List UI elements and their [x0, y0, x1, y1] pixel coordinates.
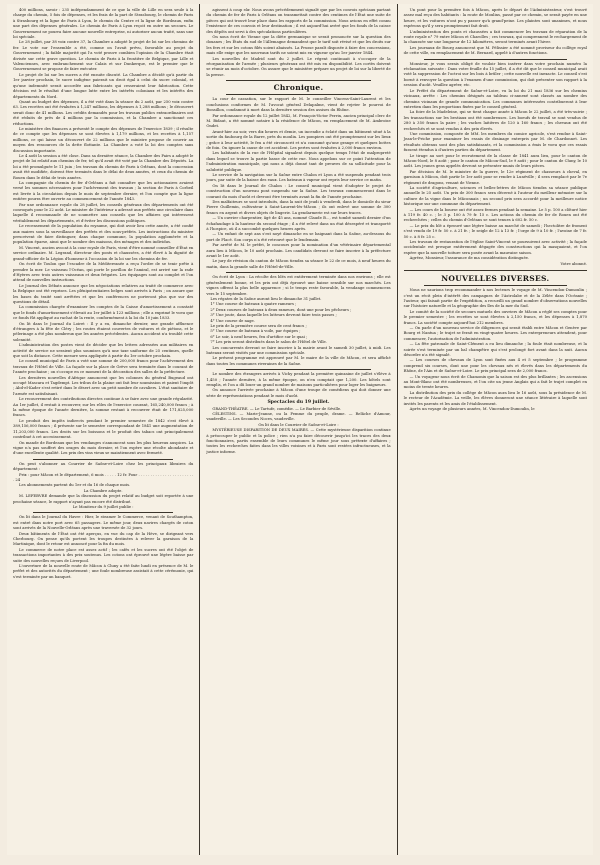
article-paragraph: — Le prix du blé a éprouvé une légère baisse au marché de samedi ; l'hectolitre de froment s'est vendu de 19 fr. 50 c. à 21 fr. ; le seigle de 12 à 13 fr. ; l'orge de 9 à 10 fr. ; l'avoine de 7 fr. 50 c. à 8 fr. 25 c.	[403, 223, 587, 239]
article-paragraph: agissent à coup sûr. Nous avons précédemment signalé que par les convois spéciaux partant du chemin de fer de Paris à Orléans on transmettait contre des centimes de l'État une suite de pièces qui ont trouvé leur place dans les rapports de la commission. Nous avions en effet connu l'existence de ces convois et leur destination ; il est aujourd'hui avéré que les fonds de la caisse des dépôts ont servi à des spéculations particulières.	[206, 8, 391, 34]
article-paragraph: 400 millions, savoir : 235 indépendamment de ce que la ville de Lille en sera seule à la charge du chemin, 5 fois de dépenses, et les frais de la part de Strasbourg, le chemin de Paris à Strasbourg et la ligne de Paris à Lyon, le chemin du Centre et la ligne de Bordeaux, enfin une part des dépenses générales. Le chemin de Paris à Lyon reçoit en outre un secours. Le Gouvernement ne pourra faire aucune nouvelle entreprise, ni autoriser aucun traité, sans une loi spéciale.	[13, 8, 194, 40]
separator-rule	[226, 80, 370, 81]
article-paragraph: On écrit de Toulon que l'escadre de la Méditerranée a reçu l'ordre de se tenir prête à prendre la mer. Le vaisseau l'Océan, qui porte le pavillon de l'amiral, est arrivé sur la rade d'Hyères avec trois autres vaisseaux et deux frégates. Les équipages sont au complet et l'on attend de nouvelles instructions.	[13, 262, 194, 283]
article-paragraph: Les dernières nouvelles d'Afrique annoncent que les colonnes du général Bugeaud ont occupé Mascara et Tagdempt. Les tribus de la plaine ont fait leur soumission et paient l'impôt ; Abd-el-Kader s'est retiré dans le désert avec un petit nombre de cavaliers. L'état sanitaire de l'armée est satisfaisant.	[13, 375, 194, 396]
article-paragraph: L'administration des ponts et chaussées a fait commencer les travaux de réparation de la route royale n° 79 entre Mâcon et Charolles ; ces travaux, qui comprennent le rechargement de la chaussée sur une longueur de 12 kilomètres, seront terminés avant l'hiver.	[403, 29, 587, 45]
article-paragraph: Une commission, composée de MM. les membres du comice agricole, s'est rendue à Saint-Jean-le-Priche pour examiner les essais de drainage entrepris par M. de Chardonnet. Les résultats obtenus sont des plus satisfaisants, et la commission a émis le voeu que ces essais fussent étendus à d'autres parties du département.	[403, 131, 587, 153]
article-paragraph: Le Journal des Débats annonce que les négociations relatives au traité de commerce avec la Belgique ont été reprises. Les plénipotentiaires belges sont arrivés à Paris ; on assure que les bases du traité sont arrêtées et que les conférences ne porteront plus que sur des questions de détail.	[13, 283, 194, 304]
article-paragraph: La foire de la Madeleine, qui se tient chaque année à Mâcon le 22 juillet, a été très-suivie ; les transactions sur les bestiaux ont été nombreuses. Les boeufs de travail se sont vendus de 280 à 350 francs la paire ; les vaches laitières de 120 à 160 francs ; les chevaux ont été recherchés et se sont vendus à des prix élevés.	[403, 110, 587, 131]
article-paragraph: On lit dans le Journal du Loiret : Il y a eu, dimanche dernier, une grande affluence d'étrangers à la fête de Cléry ; les routes étaient couvertes de voitures et de piétons, et le pèlerinage a été plus nombreux que les années précédentes. Aucun accident n'a troublé cette solennité.	[13, 321, 194, 342]
article-paragraph: L'ouverture de la nouvelle route de Mâcon à Cluny a été faite lundi en présence de M. le préfet et des autorités du département ; une foule nombreuse assistait à cette cérémonie, qui s'est terminée par un banquet.	[13, 564, 194, 579]
article-paragraph: MYSTÉRIEUSE DISPARITION DE DEUX MAIRES. — Cette mystérieuse disparition continue à préoccuper le public et la police ; rien n'a pu faire découvrir jusqu'ici les traces des deux fonctionnaires, partis ensemble de leurs communes le même jour sous prétexte d'affaires ; toutes les recherches faites dans les villes voisines et à Paris sont restées infructueuses, et la justice informe.	[206, 428, 391, 454]
spectacles-listing	[206, 400, 390, 423]
article-paragraph: On lit dans le Journal du Havre : Hier, le steamer le Commerce, venant de Southampton, est entré dans notre port avec 65 passagers. Le même jour, deux navires chargés de coton sont arrivés de la Nouvelle-Orléans après une traversée de 32 jours.	[13, 515, 194, 531]
article-paragraph: Les travaux de restauration de l'église Saint-Vincent se poursuivent avec activité ; la façade occidentale est presque entièrement dégagée des constructions qui la masquaient, et l'on espère que la nouvelle toiture sera posée avant la mauvaise saison.	[403, 240, 587, 255]
list-item: 3° Une joute, dans laquelle les lutteurs devront faire trois passes ;	[210, 313, 337, 318]
list-item: 7° Les prix seront distribués dans le salon de l'Hôtel de Ville.	[210, 340, 327, 345]
article-paragraph: — Un ouvrier charpentier, âgé de 45 ans, nommé Claude B..., est tombé samedi dernier d'un échafaudage à la hauteur du second étage ; il a été relevé dans un état désespéré et transporté à l'hospice, où il a succombé quelques heures après.	[206, 216, 391, 232]
article-paragraph: — Les courses de chevaux de Lyon sont fixées aux 4 et 5 septembre ; le programme comprend six courses, dont une pour les chevaux nés et élevés dans les départements du Rhône, de l'Ain et de Saône-et-Loire. Le prix principal sera de 2,000 francs.	[403, 358, 587, 374]
list-item: 4° Une course de nage.	[210, 318, 255, 323]
article-paragraph: Le service de la navigation sur la Saône entre Chalon et Lyon a été suspendu pendant trois jours, par suite de la baisse des eaux. Les bateaux à vapeur ont repris leur service ce matin.	[206, 172, 391, 183]
article-paragraph: Par une ordonnance royale du 28 juillet, les conseils généraux des départements ont été convoqués pour le 22 août. Le ministre de l'intérieur a adressé aux préfets une circulaire dans laquelle il recommande de ne soumettre aux conseils que les affaires qui intéressent véritablement les départements, et d'éviter les discussions politiques.	[13, 202, 194, 223]
list-item: 1° Une course de bateaux à quatre rameurs ;	[210, 302, 297, 307]
centered-line: La Chambre adopte.	[83, 488, 123, 493]
article-paragraph: Le commerce de notre place est assez actif ; les cafés et les sucres ont été l'objet de transactions importantes à des prix soutenus. Les cotons ont éprouvé une légère baisse par suite des nouvelles reçues de Liverpool.	[13, 547, 194, 563]
article-paragraph: Le projet de loi sur les sucres a été ensuite discuté. La Chambre a décidé qu'à partir du 1er janvier prochain, le sucre indigène paierait un droit égal à celui du sucre colonial, et qu'une indemnité serait accordée aux fabricants qui cesseraient leur fabrication. Cette décision est le résultat d'une longue lutte entre les intérêts coloniaux et les intérêts des départements du Nord.	[13, 72, 194, 99]
double-separator-rule	[404, 270, 587, 271]
article-paragraph: On écrit de Lyon : La récolte des blés est entièrement terminée dans nos environs ; elle est généralement bonne, et les prix ont déjà éprouvé une baisse sensible sur nos marchés. Les vignes offrent la plus belle apparence ; si le temps reste favorable, la vendange commencera vers le 15 septembre.	[206, 275, 391, 296]
article-paragraph: Le produit des impôts indirects pendant le premier semestre de 1842 s'est élevé à 389,156,000 francs ; il présente sur le semestre correspondant de 1841 une augmentation de 11,203,000 francs. Les droits sur les boissons et le produit des tabacs ont principalement contribué à cet accroissement.	[13, 418, 194, 440]
separator-rule	[424, 285, 567, 286]
article-paragraph: La commission chargée d'examiner les comptes de la Caisse d'amortissement a constaté que le fonds d'amortissement s'élevait au 1er juillet à 123 millions ; elle a exprimé le voeu que ce fonds fût appliqué au rachat de la rente, conformément à la loi du 10 juin 1833.	[13, 305, 194, 321]
article-paragraph: La distribution des prix du collège de Mâcon aura lieu le 16 août, sous la présidence de M. le recteur de l'Académie. La veille, les élèves donneront une séance littéraire à laquelle sont invités les parents et les amis de l'établissement.	[403, 390, 587, 406]
article-paragraph: — Un enfant de sept ans s'est noyé dimanche en se baignant dans la Saône, au-dessous du port de Flacé. Son corps n'a été retrouvé que le lendemain.	[206, 232, 391, 242]
centered-line: Le Moniteur du 9 juillet publie :	[72, 504, 134, 509]
article-paragraph: Les nouvelles de Madrid sont du 2 juillet. Le régent continuait à s'occuper de la réorganisation de l'armée ; plusieurs généraux ont été mis en disponibilité. Les cortès doivent se réunir au mois d'octobre. On assure que le ministère prépare un projet de loi sur la liberté de la presse.	[206, 56, 391, 77]
article-paragraph: Par ordonnance royale du 12 juillet 1842, M. François-Victor Perrin, ancien principal clerc de M. Bidaut, a été nommé notaire à la résidence de Mâcon, en remplacement de M. Ambroise Ondet.	[206, 113, 391, 129]
article-paragraph: Prix : pour Mâcon et le département, 6 mois . . . . . 12 fr. Pour . . . . . . . . . . . . . . . . . . . . . . . . 24	[13, 472, 194, 482]
separator-rule	[226, 94, 370, 95]
column-2	[200, 4, 396, 855]
list-item: 5° Une course de bateaux à voile, par équipes ;	[210, 329, 301, 334]
article-paragraph: M. LEFEBVRE demande que la discussion du projet relatif au budget soit reportée à une prochaine séance, le rapport n'ayant pas encore été distribué.	[13, 494, 194, 504]
article-paragraph: Les habitants de la rue de l'Hôpital signalent depuis quelque temps l'état de malpropreté dans lequel se trouve la partie basse de cette rue. Nous appelons sur ce point l'attention de l'administration municipale, qui nous a déjà donné tant de preuves de sa sollicitude pour la salubrité publique.	[206, 151, 391, 172]
article-paragraph: Les concurrents devront se faire inscrire à la mairie avant le samedi 30 juillet, à midi. Les bateaux seront visités par une commission spéciale.	[206, 345, 391, 355]
spectacle-entry: GRAND-THÉATRE. — Le Tartufe, comédie. — Le Barbier de Séville.	[212, 406, 342, 411]
list-item: 2° Deux courses de bateaux à deux rameurs, dont une pour les pêcheurs ;	[210, 307, 352, 312]
article-paragraph: Les abonnements partent du 1er et du 16 de chaque mois.	[19, 483, 131, 488]
article-paragraph: La cour de cassation, sur le rapport de M. le conseiller Vincens-Saint-Laurent et les conclusions conformes de M. l'avocat général Delapalme, vient de rejeter le pourvoi de Bonsillon, condamné à mort dans la dernière session des assises du Rhône.	[206, 97, 391, 113]
column-3	[398, 4, 593, 855]
article-paragraph: Deux bâtiments de l'État ont été aperçus, en vue du cap de la Hève, se dirigeant vers Cherbourg. On pense qu'ils portent les troupes destinées à relever la garnison de la Martinique, dont le retour est annoncé pour la fin du mois.	[13, 531, 194, 547]
article-paragraph: La compagnie du chemin de fer d'Orléans a fait connaître que les actionnaires avaient versé les sommes nécessaires pour l'achèvement des travaux ; la section de Paris à Corbeil est livrée à la circulation depuis le mois de septembre dernier, et l'on compte que la ligne entière pourra être ouverte au commencement de l'année 1843.	[13, 181, 194, 202]
article-paragraph: Le présent programme est approuvé par M. le maire de la ville de Mâcon, et sera affiché dans toutes les communes riveraines de la Saône.	[206, 356, 391, 366]
article-paragraph: Le jury de révision du canton de Mâcon tiendra sa séance le 22 de ce mois, à neuf heures du matin, dans la grande salle de l'Hôtel-de-Ville.	[206, 259, 391, 269]
list-item: Le prix de la première course sera de cent francs ;	[210, 323, 307, 328]
article-paragraph: M. Vincent, ancien avocat à la cour royale de Paris, vient d'être nommé conseiller d'État en service ordinaire. M. Legrand, directeur des ponts et chaussées, a été élevé à la dignité de grand-officier de la Légion d'honneur à l'occasion de la loi sur les chemins de fer.	[13, 245, 194, 261]
separator-rule	[226, 272, 370, 273]
article-paragraph: Le 28 juillet, par 38 voix contre 37, la Chambre a adopté le projet de loi sur les chemins de fer. Le vote sur l'ensemble a été, comme on l'avait prévu, favorable au projet du Gouvernement ; la faible majorité qui l'a voté prouve combien l'opinion de la Chambre était divisée sur cette grave question. Le chemin de Paris à la frontière de Belgique, par Lille et Valenciennes, avec embranchement sur Calais et sur Dunkerque, est le premier que le Gouvernement se propose de faire exécuter.	[13, 40, 194, 72]
program-list	[206, 297, 390, 346]
article-paragraph: — Les cours de la bourse ont été assez fermes pendant la semaine. Le 5 p. 100 a clôturé hier à 119 fr. 40 c. ; le 3 p. 100 à 79 fr. 15 c. Les actions du chemin de fer de Rouen ont été recherchées ; celles du chemin d'Orléans se sont tenues à 602 fr. 50 c.	[403, 207, 587, 223]
article-paragraph: Le conseil municipal de Paris a voté une somme de 200,000 francs pour l'achèvement des travaux de l'Hôtel de Ville. La façade sur la place de Grève sera terminée dans le courant de l'année prochaine ; on s'occupe en ce moment de la décoration des salles de la préfecture.	[13, 359, 194, 375]
centered-line: On lit dans le Courrier de Saône-et-Loire :	[258, 422, 339, 427]
article-paragraph: Après un voyage de plusieurs années, M. Vincendon-Dumoulin, le	[409, 407, 535, 412]
article-paragraph: On lit dans le Journal de Chalon : Le conseil municipal vient d'adopter le projet de construction d'un nouveau pont suspendu sur la Saône. Les travaux commenceront dans le courant du mois d'août et devront être terminés avant la fin de l'année prochaine.	[206, 183, 391, 199]
article-paragraph: Le recensement de la population du royaume, qui doit avoir lieu cette année, a été confié aux maires sous la surveillance des préfets et des sous-préfets. Les instructions du ministre prescrivent de faire distinguer, dans chaque commune, la population agglomérée et la population éparse, ainsi que le nombre des maisons, des ménages et des individus.	[13, 224, 194, 245]
list-item: 6° Le soir, à neuf heures, feu d'artifice sur le quai ;	[210, 334, 308, 339]
newspaper-page	[7, 4, 593, 855]
list-item: Les régates de la Saône auront lieu le dimanche 31 juillet.	[210, 296, 322, 301]
article-paragraph: On mande de Bordeaux que les vendanges s'annoncent sous les plus heureux auspices. La vigne n'a pas souffert des orages du mois dernier, et l'on espère une récolte abondante et d'une excellente qualité. Les prix des vins vieux se maintiennent avec fermeté.	[13, 440, 194, 456]
spectacles-heading: Spectacles du 19 juillet.	[267, 400, 330, 406]
signature-line: Votre abonné.	[560, 261, 587, 266]
separator-rule	[33, 512, 173, 513]
section-heading: NOUVELLES DIVERSES.	[441, 274, 550, 284]
article-paragraph: Le comité de la société de secours mutuels des ouvriers de Mâcon a réglé ses comptes pour le premier semestre ; les recettes se sont élevées à 2,150 francs, et les dépenses à 1,870 francs. La société compte aujourd'hui 212 membres.	[403, 309, 587, 325]
separator-rule	[424, 59, 567, 60]
article-paragraph: Le ministère des finances a présenté le compte des dépenses de l'exercice 1839 ; il résulte de ce compte que les dépenses se sont élevées à 1,179 millions, et les recettes à 1,157 millions, ce qui laisse un découvert de 22 millions que le ministre propose de couvrir au moyen des ressources de la dette flottante. La Chambre a voté la loi des comptes sans discussion importante.	[13, 126, 194, 153]
article-paragraph: Agréez, Monsieur, l'assurance de ma considération distinguée.	[409, 256, 530, 261]
column-1	[7, 4, 199, 855]
article-paragraph: Avant-hier au soir, vers dix heures et demie, un incendie a éclaté dans un bâtiment situé à la sortie du faubourg de la Barre, près du moulin. Les pompiers ont été promptement sur les lieux ; grâce à leur activité, le feu a été circonscrit et n'a consumé qu'une grange et quelques bottes de foin. On ignore la cause de cet accident. Les pertes sont évaluées à 2,000 francs environ.	[206, 129, 391, 150]
separator-rule	[33, 459, 173, 460]
article-paragraph: Nous ne saurions trop recommander à nos lecteurs le voyage de M. Vincendon-Dumoulin ; c'est un récit plein d'intérêt des campagnes de l'Astrolabe et de la Zélée dans l'Océanie ; l'auteur, qui faisait partie de l'expédition, a recueilli un grand nombre d'observations nouvelles sur l'histoire naturelle et la géographie des îles de la mer du Sud.	[403, 288, 587, 309]
spectacle-entry: CÉLESTINS. — Marie-Jeanne, ou la Femme du peuple, drame. — Relâche d'Amour, vaudeville. — Les Secondes Noces, vaudeville.	[206, 412, 391, 422]
article-paragraph: Des malfaiteurs se sont introduits, dans la nuit de jeudi à vendredi, dans le domicile du sieur Pierre Guillemin, cultivateur à Saint-Laurent-lès-Mâcon ; ils ont enlevé une somme de 300 francs en argent et divers objets de lingerie. La gendarmerie est sur leurs traces.	[206, 200, 391, 215]
article-paragraph: Le Préfet du département de Saône-et-Loire, vu la loi du 21 mai 1836 sur les chemins vicinaux, arrête : Les chemins désignés au tableau ci-annexé sont classés au nombre des chemins vicinaux de grande communication. Les communes intéressées contribueront à leur entretien dans les proportions fixées par le conseil général.	[403, 88, 587, 109]
article-paragraph: La société d'agriculture, sciences et belles-lettres de Mâcon tiendra sa séance publique annuelle le 25 août. Un prix de 300 francs sera décerné à l'auteur du meilleur mémoire sur la culture de la vigne dans le Mâconnais ; un second prix sera accordé pour la meilleure notice historique sur une commune du département.	[403, 186, 587, 207]
article-paragraph: On annonce l'arrivée prochaine à Mâcon d'une troupe de comédiens qui doit donner une série de représentations pendant le mois d'août.	[206, 388, 391, 398]
article-paragraph: Un pont pour la première fois à Mâcon, après le départ de l'Administrateur, s'est trouvé assez mal reçu des habitants : la route de Moulins, passé par ce chemin, se serait payée en une heure, et les voitures n'ont pu y passer qu'à grand'peine. Les plaintes sont unanimes, et nous espérons qu'il y sera promptement fait droit.	[403, 8, 587, 29]
article-paragraph: Les journaux de Bourg annoncent que M. Pélissier a été nommé proviseur du collège royal de cette ville, en remplacement de M. Bernard, appelé à d'autres fonctions.	[403, 45, 587, 56]
article-paragraph: Le 4 août la session a été close. Dans sa dernière séance, la Chambre des Pairs a adopté le projet de loi relatif aux chemins de fer, tel qu'il avait été voté par la Chambre des Députés. La loi a été promulguée le 11 juin ; les travaux du chemin de Paris à Orléans, dont la concession avait été modifiée, doivent être terminés dans le délai de deux années, et ceux du chemin de Rouen dans le délai de trois années.	[13, 153, 194, 180]
article-paragraph: L'administration des postes vient de décider que les lettres adressées aux militaires en activité de service ne seraient plus soumises qu'à une taxe uniforme de 25 centimes, quelle que soit la distance. Cette mesure sera appliquée à partir du 1er octobre prochain.	[13, 343, 194, 358]
article-paragraph: Par arrêté de M. le préfet, le concours pour la nomination d'un vétérinaire départemental aura lieu à Mâcon, le 10 août prochain. Les candidats devront se faire inscrire à la préfecture avant le 1er août.	[206, 243, 391, 259]
section-heading: Chronique.	[273, 83, 324, 93]
article-paragraph: Quant au budget des dépenses, il a été voté dans la séance du 2 août, par 250 voix contre 63. Les recettes ont été évaluées à 1,247 millions, les dépenses à 1,288 millions ; le découvert serait donc de 41 millions. Les crédits demandés pour les travaux publics extraordinaires ont été réduits de près de 4 millions par la commission, et la Chambre a sanctionné ces réductions.	[13, 99, 194, 126]
article-paragraph: — La fête patronale de Saint-Clément a eu lieu dimanche ; la foule était nombreuse, et la soirée s'est terminée par un bal champêtre qui s'est prolongé fort avant dans la nuit. Aucun désordre n'a été signalé.	[403, 342, 587, 357]
article-paragraph: Monsieur, je vous serais obligé de vouloir bien insérer dans votre prochain numéro la réclamation suivante : Dans votre feuille du 15 juillet, il a été dit que le conseil municipal avait voté la suppression de l'octroi sur les bois à brûler ; cette nouvelle est inexacte. Le conseil s'est borné à renvoyer la question à l'examen d'une commission, qui doit présenter son rapport à la session d'août. Veuillez agréer, etc.	[403, 61, 587, 88]
separator-rule	[226, 369, 370, 370]
article-paragraph: — On parle d'un nouveau service de diligences qui serait établi entre Mâcon et Genève par Bourg et Nantua ; le trajet se ferait en vingt-quatre heures. Les entrepreneurs attendent, pour commencer, l'autorisation de l'administration.	[403, 325, 587, 341]
article-paragraph: On peut s'abonner au Courrier de Saône-et-Loire chez les principaux libraires du département :	[13, 461, 194, 472]
article-paragraph: Par décision de M. le ministre de la guerre, le 12e régiment de chasseurs à cheval, en garnison à Mâcon, doit partir le 1er août pour se rendre à Lunéville ; il sera remplacé par le 7e régiment de dragons, venant de Vienne.	[403, 169, 587, 185]
article-paragraph: On nous écrit de Vienne que la diète germanique se serait prononcée sur la question des douanes ; les États du sud de l'Allemagne demandent que le tarif soit révisé et que les droits sur les fers et sur les cotons filés soient abaissés. La Prusse paraît disposée à faire des concessions, mais elle exige que les nouveaux tarifs ne soient mis en vigueur qu'au 1er janvier 1844.	[206, 35, 391, 56]
article-paragraph: — Un voyageur nous écrit de Chamonix que la saison est des plus brillantes ; les ascensions au Mont-Blanc ont été nombreuses, et l'on cite un jeune Anglais qui a fait le trajet complet en moins de trente heures.	[403, 374, 587, 390]
article-paragraph: Le tirage au sort pour le recrutement de la classe de 1841 aura lieu, pour le canton de Mâcon-Nord, le 8 août ; pour le canton de Mâcon-Sud, le 9 août ; pour le canton de Cluny, le 10 août. Les jeunes gens appelés devront se présenter munis de leurs pièces.	[403, 153, 587, 169]
article-paragraph: Le recouvrement des contributions directes continue à se faire avec une grande régularité. Au 1er juillet, il restait à recouvrer, sur les rôles de l'exercice courant, 165,240,000 francs ; à la même époque de l'année dernière, la somme restant à recouvrer était de 171,825,000 francs.	[13, 397, 194, 418]
article-paragraph: Le nombre des étrangers arrivés à Vichy pendant la première quinzaine de juillet s'élève à 1,450 ; l'année dernière, à la même époque, on n'en comptait que 1,200. Les hôtels sont remplis, et l'on a dû louer un grand nombre de maisons particulières pour loger les baigneurs.	[206, 372, 391, 387]
